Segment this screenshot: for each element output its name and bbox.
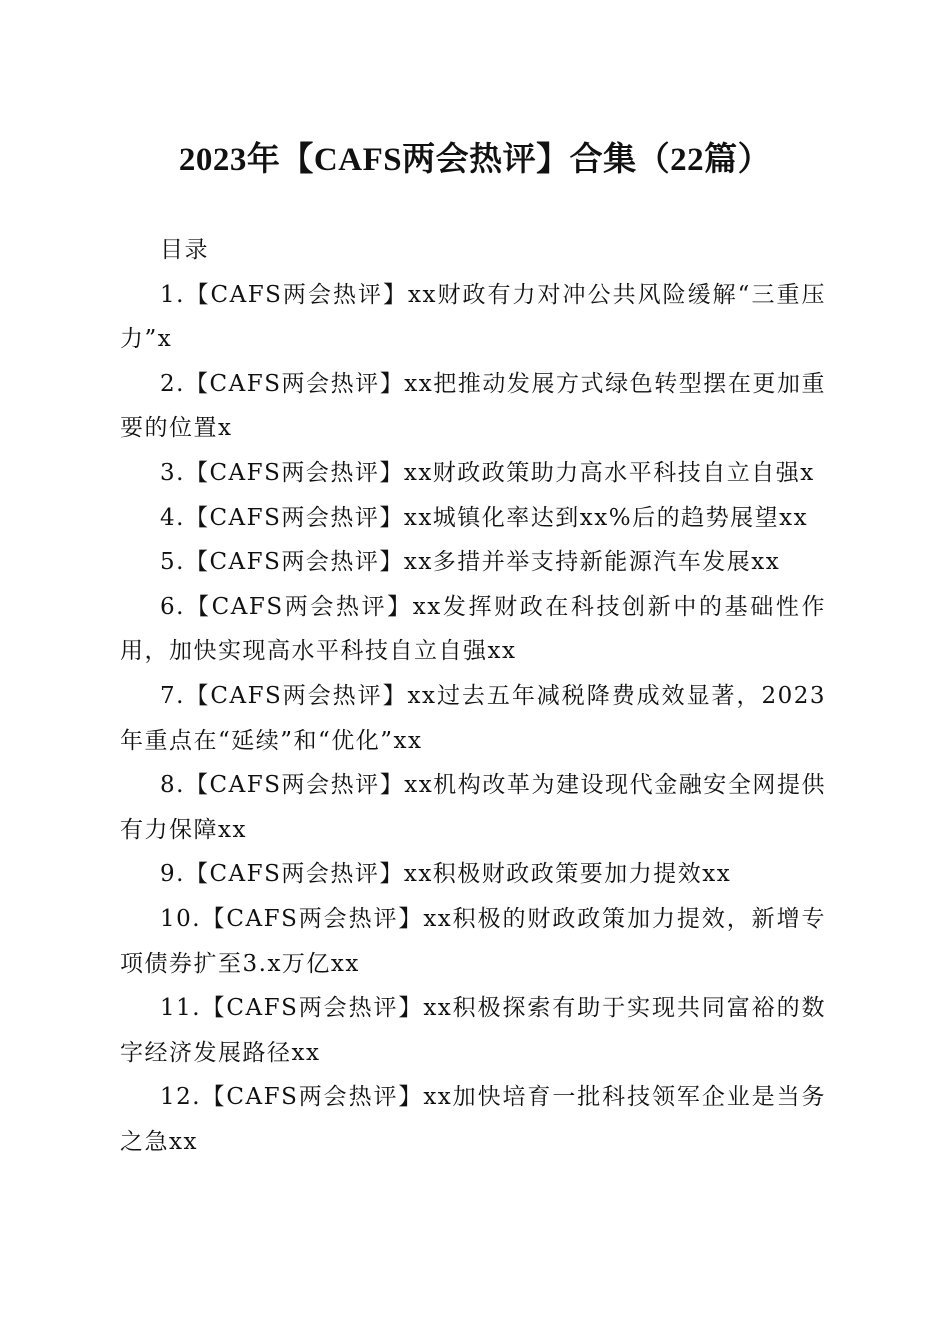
- toc-item: 5.【CAFS两会热评】xx多措并举支持新能源汽车发展xx: [160, 549, 781, 576]
- toc-item: 7.【CAFS两会热评】xx过去五年减税降费成效显著，2023年重点在“延续”和“优化”xx: [120, 682, 826, 754]
- toc-item: 1.【CAFS两会热评】xx财政有力对冲公共风险缓解“三重压力”x: [120, 281, 826, 353]
- toc-item: 8.【CAFS两会热评】xx机构改革为建设现代金融安全网提供有力保障xx: [120, 772, 826, 843]
- toc-item: 12.【CAFS两会热评】xx加快培育一批科技领军企业是当务之急xx: [120, 1084, 826, 1155]
- toc-list: [120, 273, 826, 1165]
- toc-item: 10.【CAFS两会热评】xx积极的财政政策加力提效，新增专项债券扩至3.x万亿xx: [120, 905, 826, 977]
- toc-item: 4.【CAFS两会热评】xx城镇化率达到xx%后的趋势展望xx: [160, 504, 809, 531]
- document-title: 2023年【CAFS两会热评】合集（22篇）: [178, 142, 772, 178]
- toc-item: 6.【CAFS两会热评】xx发挥财政在科技创新中的基础性作用，加快实现高水平科技自立自强xx: [120, 593, 826, 665]
- toc-item: 11.【CAFS两会热评】xx积极探索有助于实现共同富裕的数字经济发展路径xx: [120, 995, 826, 1066]
- toc-heading: 目录: [160, 237, 209, 263]
- toc-item: 3.【CAFS两会热评】xx财政政策助力高水平科技自立自强x: [160, 459, 815, 486]
- toc-item: 9.【CAFS两会热评】xx积极财政政策要加力提效xx: [160, 861, 732, 888]
- toc-item: 2.【CAFS两会热评】xx把推动发展方式绿色转型摆在更加重要的位置x: [120, 370, 826, 442]
- table-of-contents: [120, 228, 826, 1164]
